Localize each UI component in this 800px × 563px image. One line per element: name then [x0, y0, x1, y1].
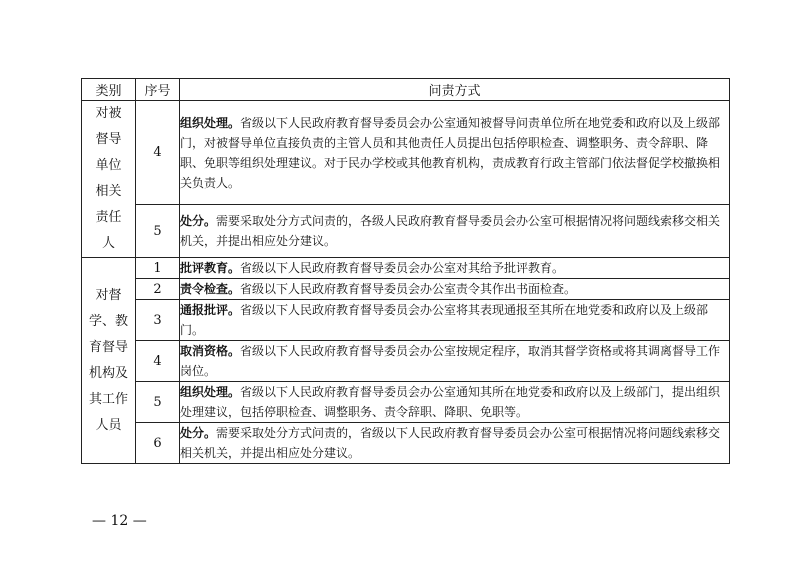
accountability-table — [81, 78, 730, 464]
header-category: 类别 — [82, 79, 136, 101]
row-number: 2 — [136, 279, 180, 300]
row-lead: 通报批评。 — [180, 303, 241, 317]
row-lead: 批评教育。 — [180, 261, 241, 275]
row-lead: 处分。 — [180, 426, 217, 440]
table-row — [82, 423, 730, 464]
table-header-row — [82, 79, 730, 101]
row-number: 5 — [136, 382, 180, 423]
header-method: 问责方式 — [180, 79, 730, 101]
table-row — [82, 101, 730, 205]
table-row — [82, 258, 730, 279]
row-text: 省级以下人民政府教育督导委员会办公室责令其作出书面检查。 — [240, 282, 577, 296]
row-content — [180, 341, 730, 382]
row-text: 需要采取处分方式问责的，省级以下人民政府教育督导委员会办公室可根据情况将问题线索移交相关机关，并提出相应处分建议。 — [180, 426, 721, 460]
row-number: 4 — [136, 341, 180, 382]
table-row — [82, 205, 730, 258]
row-content — [180, 258, 730, 279]
row-content — [180, 279, 730, 300]
table-row — [82, 279, 730, 300]
row-text: 省级以下人民政府教育督导委员会办公室对其给予批评教育。 — [240, 261, 565, 275]
row-lead: 责令检查。 — [180, 282, 241, 296]
row-content — [180, 205, 730, 258]
row-content — [180, 101, 730, 205]
category-supervised-units: 对被督导单位相关责任人 — [82, 101, 136, 258]
row-number: 5 — [136, 205, 180, 258]
row-lead: 组织处理。 — [180, 115, 241, 130]
row-lead: 取消资格。 — [180, 344, 241, 358]
row-text: 省级以下人民政府教育督导委员会办公室将其表现通报至其所在地党委和政府以及上级部门。 — [180, 303, 709, 337]
table-row — [82, 341, 730, 382]
table-row — [82, 300, 730, 341]
row-number: 6 — [136, 423, 180, 464]
row-text: 省级以下人民政府教育督导委员会办公室通知被督导问责单位所在地党委和政府以及上级部门，对被督导单位直接负责的主管人员和其他责任人员提出包括停职检查、调整职务、责令辞职、降职、免职等组织处理建议。对于民办学校或其他教育机构，责成教育行政主管部门依法督促学校撤换相关负责人。 — [180, 115, 721, 190]
row-number: 4 — [136, 101, 180, 205]
row-text: 省级以下人民政府教育督导委员会办公室通知其所在地党委和政府以及上级部门，提出组织处理建议，包括停职检查、调整职务、责令辞职、降职、免职等。 — [180, 385, 721, 419]
row-content — [180, 300, 730, 341]
row-lead: 处分。 — [180, 214, 217, 229]
row-content — [180, 423, 730, 464]
category-inspectors: 对督学、教育督导机构及其工作人员 — [82, 258, 136, 464]
row-number: 3 — [136, 300, 180, 341]
row-lead: 组织处理。 — [180, 385, 241, 399]
row-content — [180, 382, 730, 423]
row-number: 1 — [136, 258, 180, 279]
header-number: 序号 — [136, 79, 180, 101]
table-row — [82, 382, 730, 423]
row-text: 省级以下人民政府教育督导委员会办公室按规定程序，取消其督学资格或将其调离督导工作岗位。 — [180, 344, 721, 378]
page-number: — 12 — — [92, 513, 147, 529]
row-text: 需要采取处分方式问责的，各级人民政府教育督导委员会办公室可根据情况将问题线索移交相关机关，并提出相应处分建议。 — [180, 214, 721, 249]
